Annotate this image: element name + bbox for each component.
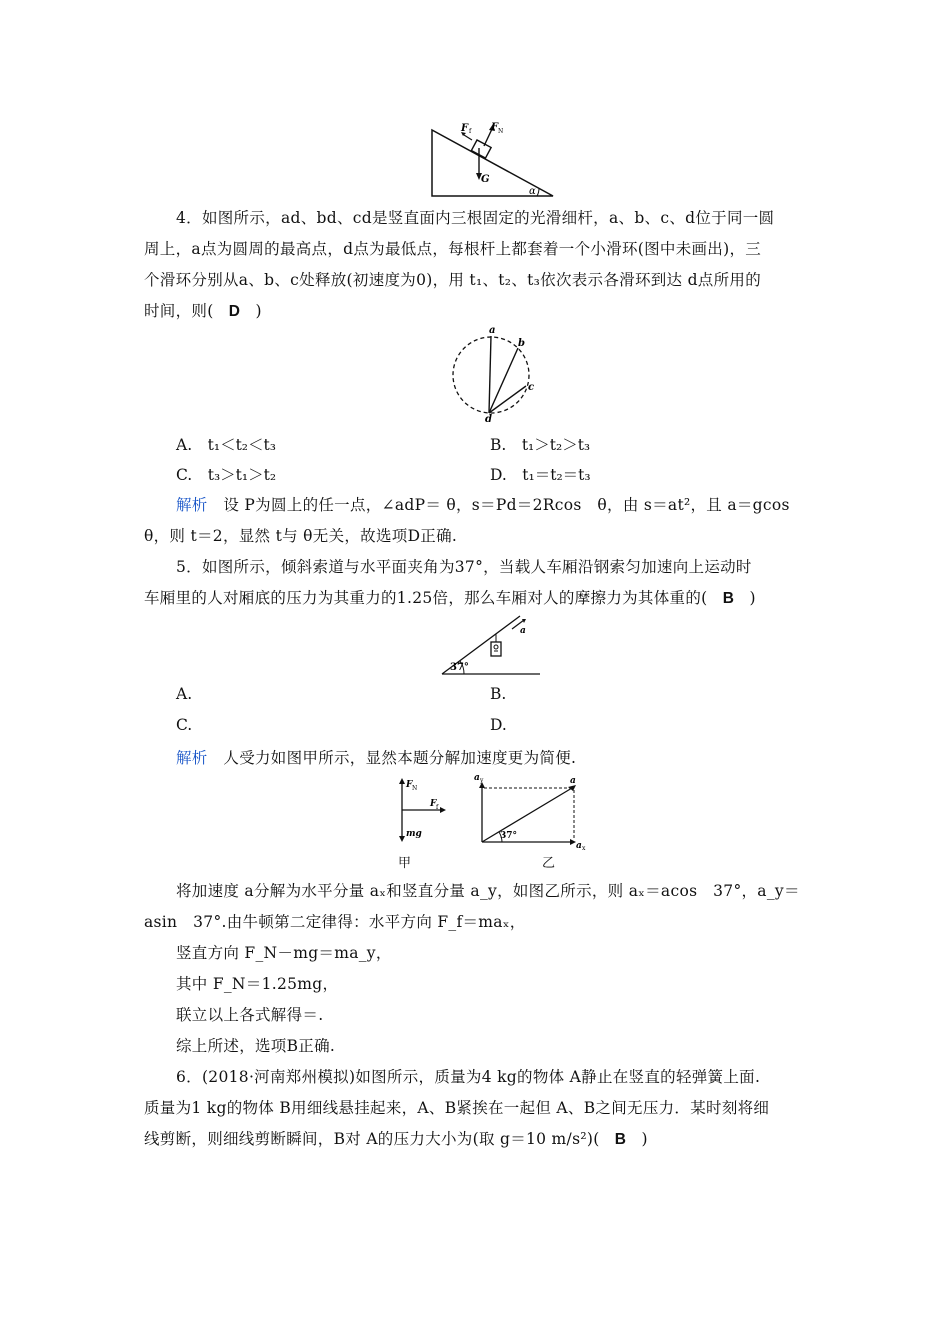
q4-analysis-line2: θ，则 t＝2，显然 t与 θ无关，故选项D正确.	[144, 527, 458, 545]
normal-force-label: F	[491, 122, 499, 133]
caption-jia: 甲	[398, 856, 412, 871]
jia-ff-label: F	[430, 799, 437, 809]
q4-line4	[144, 299, 262, 321]
jia-fn-label: F	[406, 780, 413, 790]
q5-option-c[interactable]: C.	[176, 716, 193, 734]
q5-answer: B	[722, 590, 735, 607]
yi-ay-subscript: y	[480, 777, 484, 784]
normal-force-subscript: N	[498, 128, 504, 135]
q5-option-b[interactable]: B.	[490, 685, 507, 703]
point-b-label: b	[518, 338, 525, 349]
accel-decomposition-yi	[472, 772, 592, 852]
q4-analysis-line1	[176, 493, 790, 515]
q5-analysis-line1	[176, 746, 576, 768]
q5-text2: asin 37°.由牛顿第二定律得：水平方向 F_f＝maₓ，	[144, 913, 526, 931]
q5-analysis-tag: 解析	[176, 749, 208, 767]
q4-option-a[interactable]: A. t₁＜t₂＜t₃	[176, 436, 276, 454]
yi-a-label: a	[570, 776, 576, 786]
q4-option-b[interactable]: B. t₁＞t₂＞t₃	[490, 436, 591, 454]
yi-ax-subscript: x	[582, 845, 586, 852]
q5-analysis-text1: 人受力如图甲所示，显然本题分解加速度更为简便.	[207, 749, 577, 767]
q5-text5: 联立以上各式解得＝.	[176, 1006, 324, 1024]
caption-yi: 乙	[542, 856, 556, 871]
q5-text3: 竖直方向 F_N－mg＝ma_y，	[176, 944, 392, 962]
friction-subscript: f	[469, 128, 472, 135]
force-diagram-jia	[392, 776, 452, 846]
yi-ay-label: a	[474, 773, 480, 783]
jia-ff-subscript: f	[436, 804, 439, 811]
q5-text4: 其中 F_N＝1.25mg，	[176, 975, 339, 993]
q6-line3	[144, 1127, 648, 1149]
q5-option-a[interactable]: A.	[176, 685, 193, 703]
jia-fn-subscript: N	[412, 785, 418, 792]
q6-paren: )	[641, 1130, 648, 1148]
friction-label: F	[461, 123, 469, 134]
q4-analysis-tag: 解析	[176, 496, 208, 514]
point-a-label: a	[489, 325, 496, 336]
incline-block-figure	[425, 118, 560, 200]
q4-analysis-text1: 设 P为圆上的任一点，∠adP＝ θ，s＝Pd＝2Rcos θ，由 s＝at²，且 a＝gcos	[207, 496, 790, 514]
gravity-label: G	[481, 174, 490, 185]
q5-text6: 综上所述，选项B正确.	[176, 1037, 336, 1055]
q4-line3: 个滑环分别从a、b、c处释放(初速度为0)，用 t₁、t₂、t₃依次表示各滑环到达 d点所用的	[144, 271, 762, 289]
q6-line1: 6．(2018·河南郑州模拟)如图所示，质量为4 kg的物体 A静止在竖直的轻弹簧上面.	[176, 1068, 761, 1086]
q4-paren: )	[255, 302, 262, 320]
q6-stem-end: 线剪断，则细线剪断瞬间，B对 A的压力大小为(取 g＝10 m/s²)(	[144, 1130, 600, 1148]
q6-line2: 质量为1 kg的物体 B用细线悬挂起来，A、B紧挨在一起但 A、B之间无压力．某时刻将细	[144, 1099, 770, 1117]
q4-answer: D	[228, 303, 241, 320]
q4-stem-end: 时间，则(	[144, 302, 214, 320]
jia-mg-label: mg	[406, 829, 422, 839]
accel-a-label: a	[520, 626, 526, 636]
q4-line2: 周上，a点为圆周的最高点，d点为最低点，每根杆上都套着一个小滑环(图中未画出)，三	[144, 240, 762, 258]
cable-car-figure	[438, 612, 544, 678]
yi-ax-label: a	[576, 841, 582, 851]
q6-answer: B	[614, 1131, 627, 1148]
angle-37-label: 37°	[450, 662, 469, 673]
q5-text1: 将加速度 a分解为水平分量 aₓ和竖直分量 a_y，如图乙所示，则 aₓ＝acos 37°，a_y＝	[176, 882, 800, 900]
alpha-label: α	[529, 186, 536, 197]
q5-stem-end: 车厢里的人对厢底的压力为其重力的1.25倍，那么车厢对人的摩擦力为其体重的(	[144, 589, 708, 607]
q4-line1: 4．如图所示，ad、bd、cd是竖直面内三根固定的光滑细杆，a、b、c、d位于同一圆	[176, 209, 775, 227]
q5-line2	[144, 586, 756, 608]
point-d-label: d	[485, 414, 492, 422]
circle-rods-figure	[448, 322, 538, 422]
point-c-label: c	[528, 382, 535, 393]
q5-paren: )	[749, 589, 756, 607]
q5-option-d[interactable]: D.	[490, 716, 507, 734]
yi-angle-label: 37°	[500, 831, 518, 841]
q5-line1: 5．如图所示，倾斜索道与水平面夹角为37°，当载人车厢沿钢索匀加速向上运动时	[176, 558, 752, 576]
q4-option-d[interactable]: D. t₁＝t₂＝t₃	[490, 466, 591, 484]
q4-option-c[interactable]: C. t₃＞t₁＞t₂	[176, 466, 277, 484]
